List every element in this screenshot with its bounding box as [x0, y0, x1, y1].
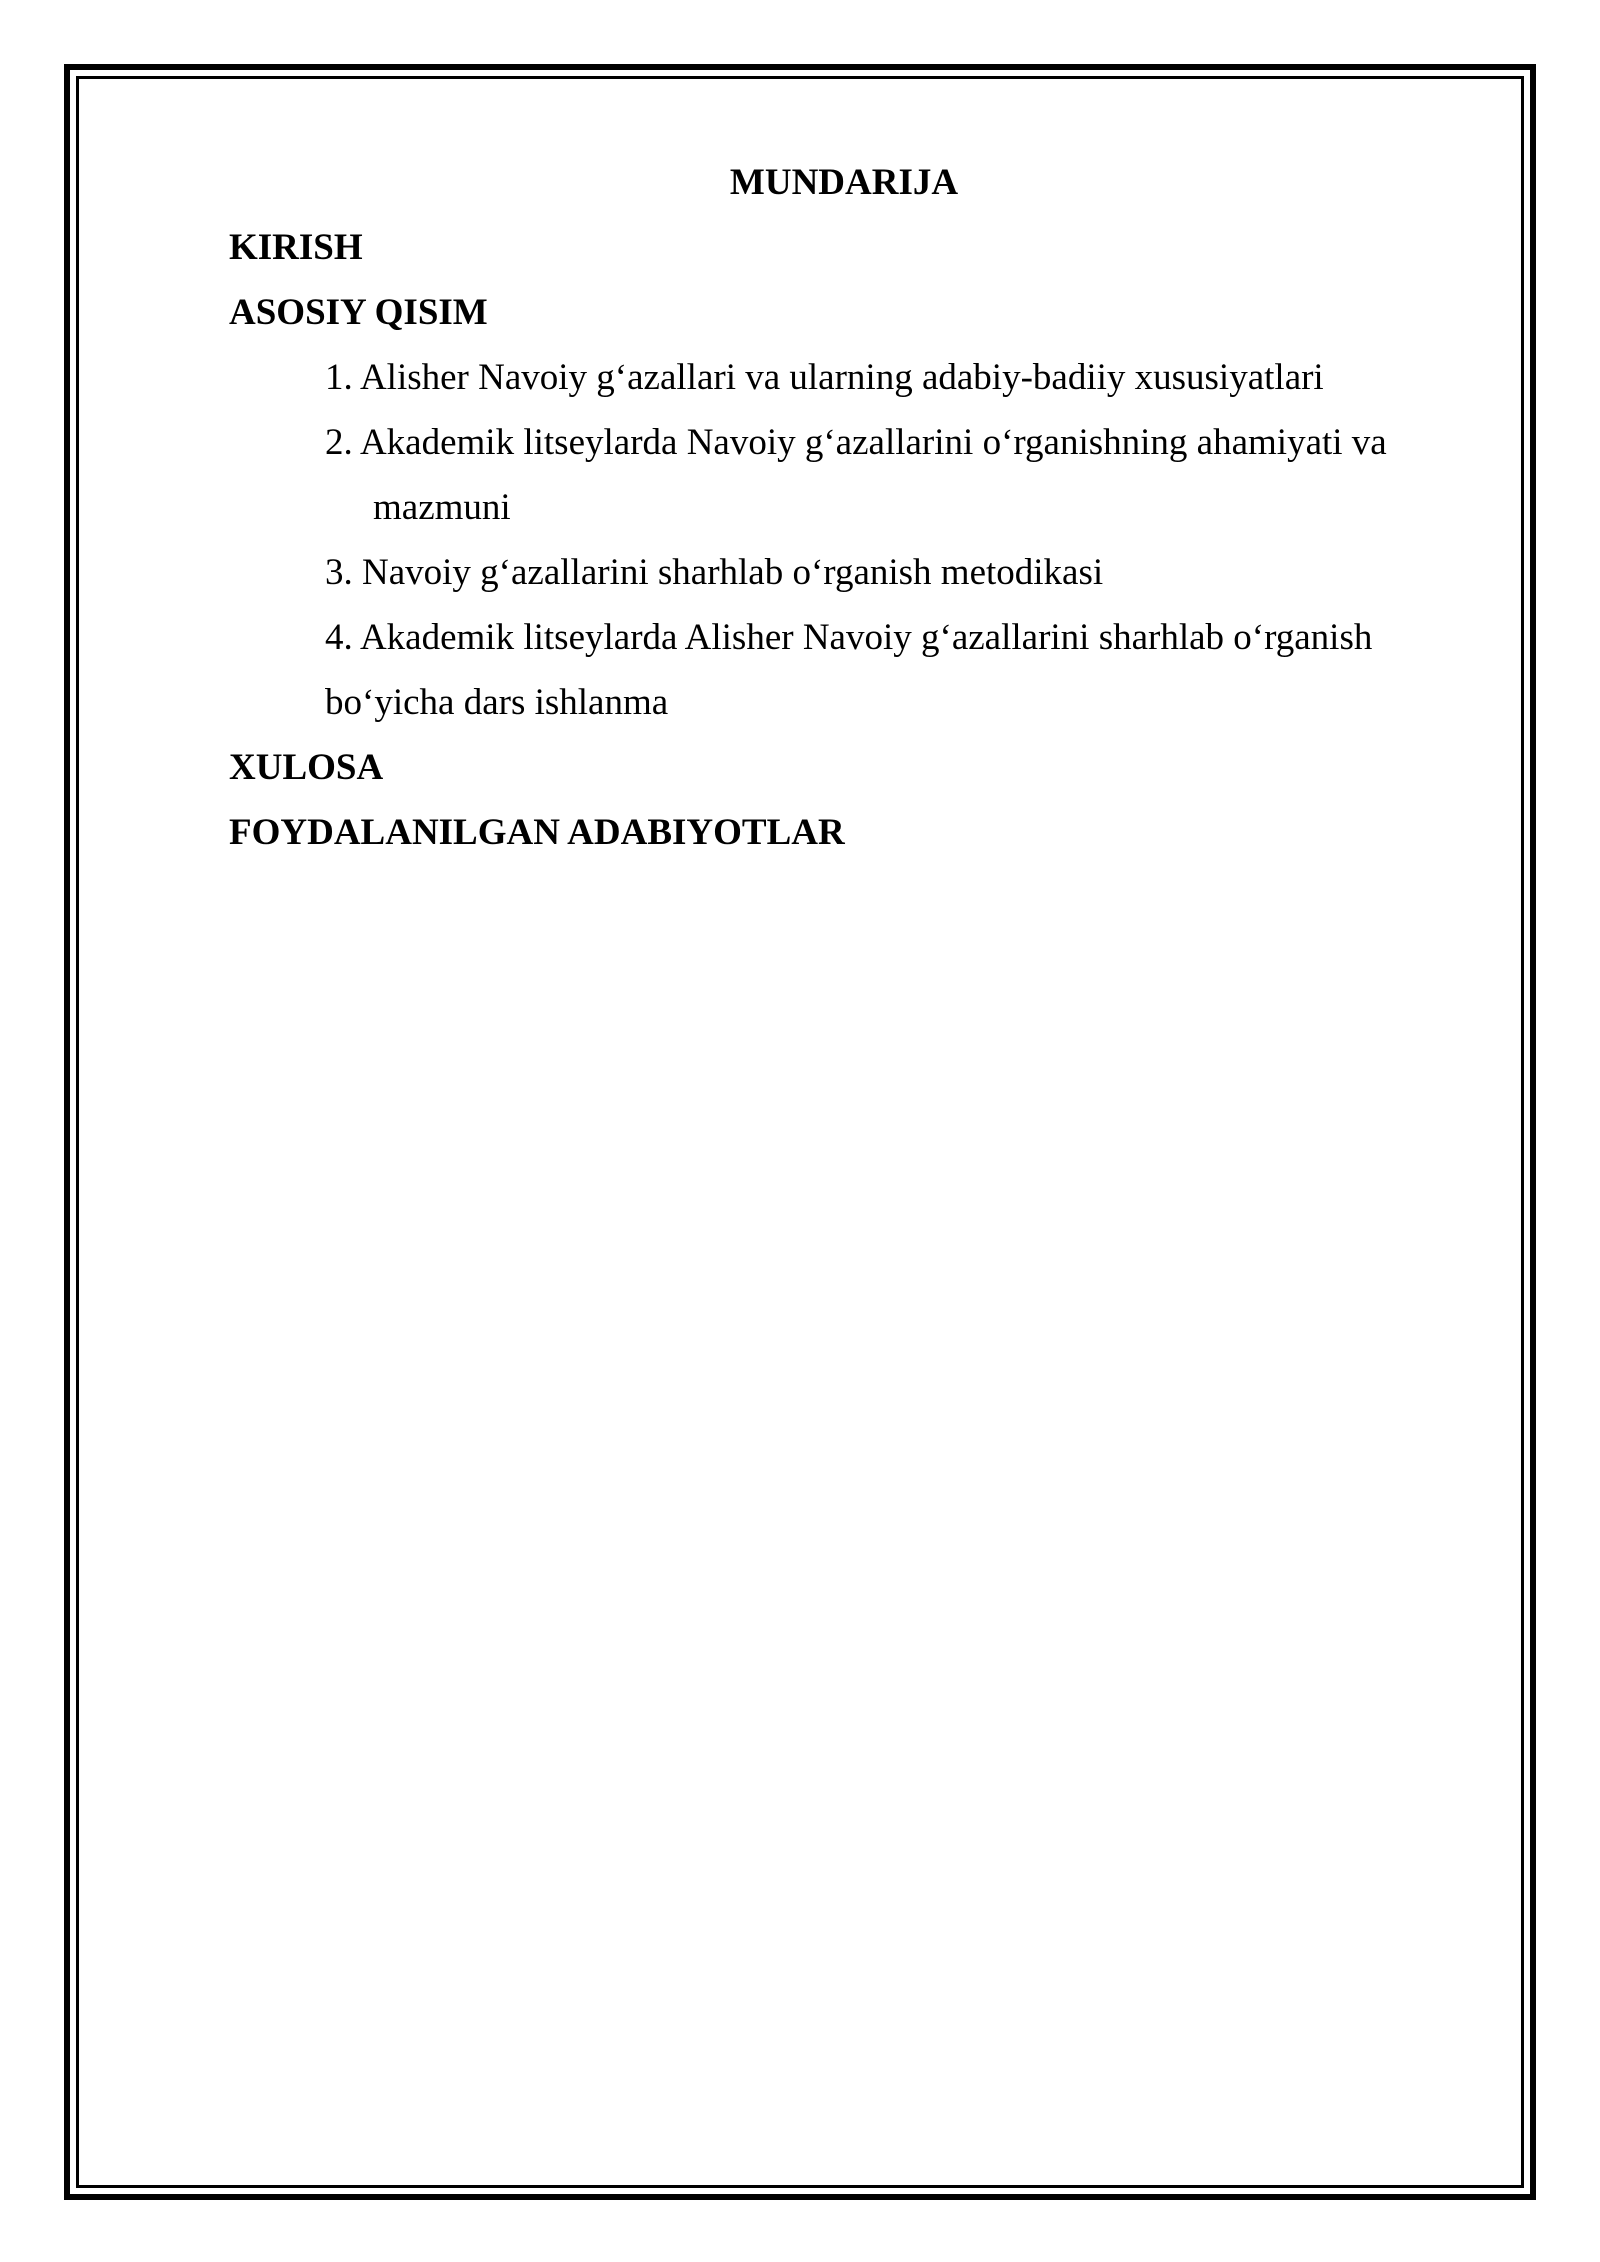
toc-item-2-continuation: mazmuni — [373, 487, 511, 528]
toc-heading-intro: KIRISH — [229, 227, 363, 268]
toc-item-3-text: 3. Navoiy g‘azallarini sharhlab o‘rganish metodikasi — [325, 552, 1104, 593]
toc-item-2-text: 2. Akademik litseylarda Navoiy g‘azallarini o‘rganishning ahamiyati va — [325, 422, 1387, 463]
toc-item-4 — [229, 605, 1419, 735]
toc-item-4-text: 4. Akademik litseylarda Alisher Navoiy g‘azallarini sharhlab o‘rganish — [325, 617, 1373, 658]
toc-item-1-text: 1. Alisher Navoiy g‘azallari va ularning adabiy-badiiy xususiyatlari — [325, 357, 1324, 398]
toc-heading-conclusion: XULOSA — [229, 747, 384, 788]
toc-item-3 — [229, 540, 1419, 605]
table-of-contents — [229, 150, 1419, 865]
toc-title: MUNDARIJA — [729, 162, 959, 203]
toc-heading-references: FOYDALANILGAN ADABIYOTLAR — [229, 812, 845, 853]
toc-heading-main-part: ASOSIY QISIM — [229, 292, 488, 333]
toc-item-2 — [229, 410, 1419, 540]
toc-item-4-continuation: bo‘yicha dars ishlanma — [325, 682, 669, 723]
toc-item-1 — [229, 345, 1419, 410]
